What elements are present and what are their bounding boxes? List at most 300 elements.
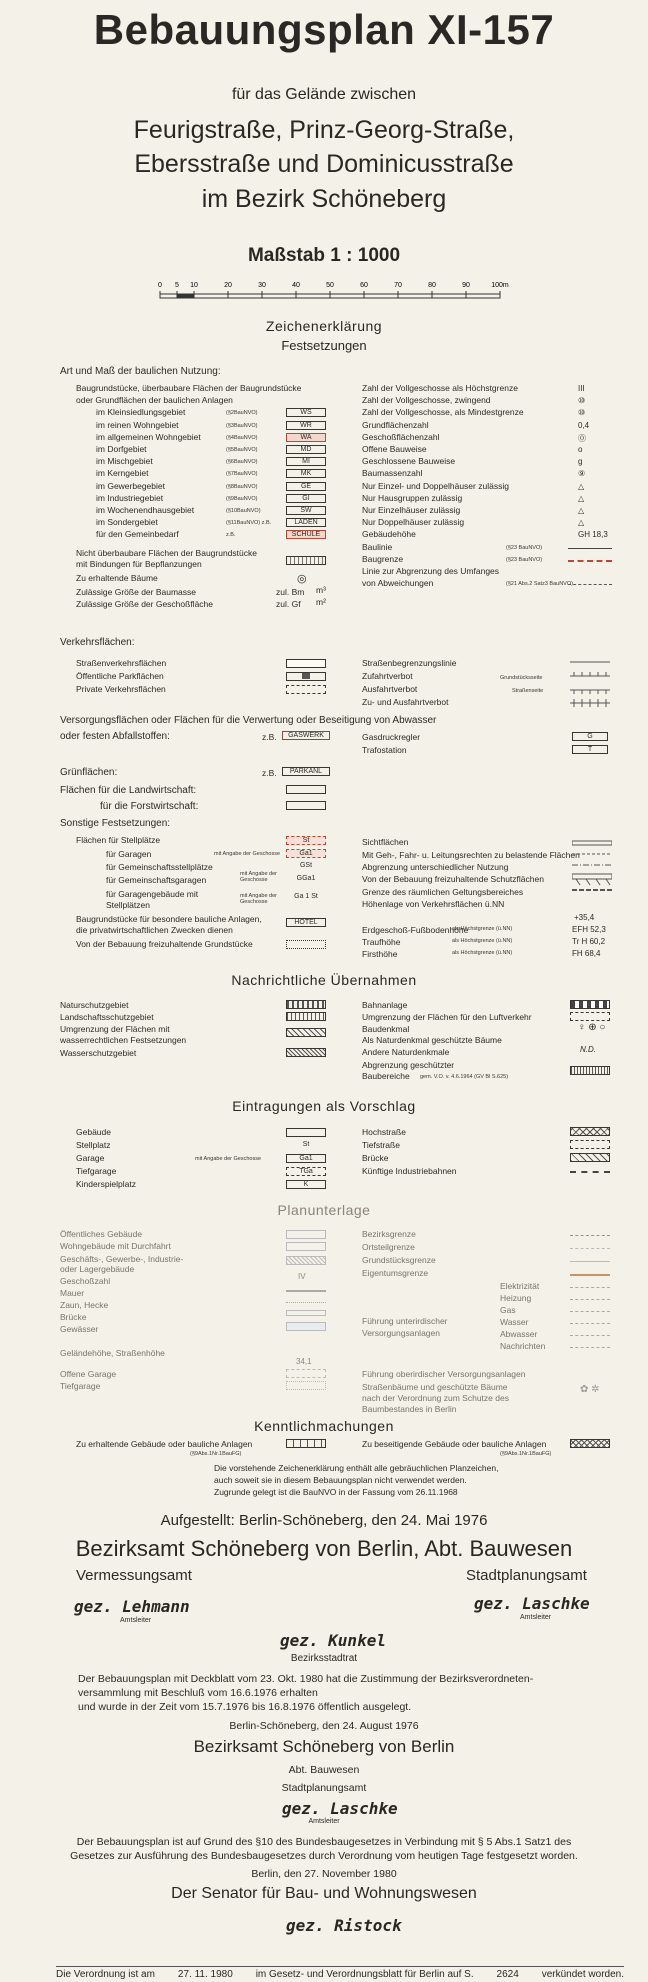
nn-note-0: als Höchstgrenze (ü.NN) [452, 926, 513, 932]
versorgung-line-5 [570, 1347, 610, 1348]
baudenkmal-icon: ♀ ⊕ ○ [578, 1022, 606, 1033]
nn-note-1: als Höchstgrenze (ü.NN) [452, 938, 513, 944]
verkehr-symbols [570, 656, 610, 710]
verkehr-right-3: Zu- und Ausfahrtverbot [362, 697, 449, 707]
stell-box-3: GGa1 [296, 875, 316, 882]
kenntlich-right: Zu beseitigende Gebäude oder bauliche Anlagen [362, 1439, 547, 1449]
vor-box-2: TGa [286, 1167, 326, 1176]
scale-tick-label-11: 100m [491, 282, 509, 289]
mass-label-0: Zahl der Vollgeschosse als Höchstgrenze [362, 383, 518, 393]
scale-tick-label-10: 90 [462, 282, 470, 289]
versorgung-5: Nachrichten [500, 1341, 546, 1351]
bezirksamt-bauwesen: Bezirksamt Schöneberg von Berlin, Abt. Bauwesen [75, 1536, 573, 1561]
stell-box-0: St [286, 836, 326, 845]
verordnung-text-a: Die Verordnung ist am [56, 1969, 155, 1980]
fuehrung-label-2: Versorgungsanlagen [362, 1328, 440, 1338]
vor-box-0: St [302, 1141, 310, 1148]
subtitle-line-2: Ebersstraße und Dominicusstraße [134, 150, 514, 178]
plan-right-1: Ortsteilgrenze [362, 1242, 415, 1252]
abt-bauwesen: Abt. Bauwesen [288, 1764, 360, 1776]
nutzung-label-10: im Wochenendhausgebiet [96, 505, 195, 515]
mass-label-6: Geschlossene Bauweise [362, 456, 456, 467]
verordnung-footer [56, 1966, 624, 1980]
gaswerk-zb: z.B. [262, 732, 277, 742]
plan-left-1: Wohngebäude mit Durchfahrt [60, 1241, 171, 1251]
plan-right-0: Bezirksgrenze [362, 1229, 416, 1239]
sonstige-right-1: Mit Geh-, Fahr- u. Leitungsrechten zu belastende Flächen [362, 850, 580, 860]
stell-label-5: Stellplätzen [106, 900, 150, 910]
verkehr-right-1: Zufahrtverbot [362, 671, 413, 681]
nutzung-ref-9: (§9BauNVO) [226, 495, 258, 502]
nutzung-ref-8: (§8BauNVO) [226, 483, 258, 490]
scale-bar [150, 276, 530, 306]
nach-right-6: Baubereiche [362, 1071, 410, 1081]
mass-symbol-0: III [578, 384, 585, 393]
nutzung-box-5: MD [286, 445, 326, 454]
gruen-heading: Grünflächen: [60, 767, 118, 778]
mass-symbol-9: △ [578, 493, 585, 503]
freihalt-swatch [286, 940, 326, 949]
nutzung-ref-4: (§4BauNVO) [226, 434, 258, 441]
nutzung-label-11: im Sondergebiet [96, 517, 158, 528]
private-verkehr-swatch [286, 685, 326, 694]
scale-tick-label-3: 20 [224, 282, 232, 289]
luftverkehr-symbol [570, 1012, 610, 1021]
freihalt-label: Von der Bebauung freizuhaltende Grundstücke [76, 939, 253, 949]
stell-label-0: Flächen für Stellplätze [76, 835, 161, 845]
nach-right-1: Umgrenzung der Flächen für den Luftverkehr [362, 1012, 532, 1022]
nach-right-5: Abgrenzung geschützter [362, 1060, 455, 1070]
kenntlich-title: Kenntlichmachungen [254, 1418, 394, 1434]
verkehr-right-2: Ausfahrtverbot [362, 684, 418, 694]
verkehr-left-0: Straßenverkehrsflächen [76, 658, 167, 668]
gf-value: zul. Gf [276, 599, 301, 609]
baumasse-unit: m³ [316, 585, 326, 595]
nach-left-0: Naturschutzgebiet [60, 1000, 129, 1010]
stell-label-1: für Garagen [106, 849, 152, 859]
stell-label-3: für Gemeinschaftsgaragen [106, 875, 207, 885]
nutzung-label-1: oder Grundflächen der baulichen Anlagen [76, 395, 233, 406]
mass-label-11: Nur Doppelhäuser zulässig [362, 517, 465, 528]
sonstige-symbols [572, 838, 612, 910]
strassenseite-label: Straßenseite [512, 688, 544, 694]
mass-label-5: Offene Bauweise [362, 444, 427, 454]
nach-right-4: Andere Naturdenkmale [362, 1047, 450, 1057]
nutzung-box-6: MI [286, 457, 326, 466]
nutzung-box-4: WA [286, 433, 326, 442]
trafostation-symbol: T [572, 745, 608, 754]
nutzung-label-9: im Industriegebiet [96, 492, 164, 503]
stell-note-1: mit Angabe der Geschosse [240, 871, 277, 883]
mass-symbol-7: ⑨ [578, 469, 586, 479]
versorgung-0: Elektrizität [500, 1281, 540, 1291]
scale-tick-label-0: 0 [158, 282, 162, 289]
kenntlich-left: Zu erhaltende Gebäude oder bauliche Anlagen [76, 1439, 253, 1449]
signature-lehmann: gez. Lehmann [74, 1597, 190, 1616]
wohngebaeude-swatch [286, 1242, 326, 1251]
nutzung-ref-11: (§11BauNVO) z.B. [226, 520, 272, 527]
bruecke-plan-symbol [286, 1310, 326, 1316]
parkanl-zb: z.B. [262, 768, 277, 778]
nach-right-0: Bahnanlage [362, 1000, 408, 1010]
vor-right-0: Hochstraße [362, 1127, 406, 1137]
signature-laschke-2: gez. Laschke [282, 1799, 398, 1818]
hoehe-1: EFH 52,3 [572, 925, 606, 934]
scale-tick-label-6: 50 [326, 282, 334, 289]
hoehe-3: FH 68,4 [572, 949, 601, 958]
vor-right-2: Brücke [362, 1153, 389, 1163]
scale-tick-label-1: 5 [175, 282, 179, 289]
mauer-symbol [286, 1290, 326, 1292]
plan-left-10: Offene Garage [60, 1369, 117, 1379]
plan-left-5: Mauer [60, 1288, 85, 1298]
landwirt-label: Flächen für die Landwirtschaft: [60, 785, 197, 796]
nutzung-label-3: im reinen Wohngebiet [96, 419, 179, 430]
scale-tick-label-9: 80 [428, 282, 436, 289]
versorgung-heading-1: Versorgungsflächen oder Flächen für die Verwertung oder Beseitigung von Abwasser [60, 715, 437, 726]
parkanl-box: PARKANL [282, 767, 330, 776]
mass-label-16: von Abweichungen [362, 578, 434, 589]
nutzung-label-8: im Gewerbegebiet [96, 480, 165, 491]
nutzung-ref-3: (§3BauNVO) [226, 422, 258, 429]
stell-box-1: Ga1 [286, 849, 326, 858]
baubereiche-ref: gem. V.O. v. 4.6.1964 (GV Bl S.625) [420, 1074, 509, 1080]
oeff-gebaeude-swatch [286, 1230, 326, 1239]
nutzung-label-5: im Dorfgebiet [96, 444, 147, 454]
plan-right-2: Grundstücksgrenze [362, 1255, 436, 1265]
datum-august: Berlin-Schöneberg, den 24. August 1976 [229, 1720, 419, 1732]
scale-tick-label-2: 10 [190, 282, 198, 289]
vor-left-4: Kinderspielplatz [76, 1179, 137, 1189]
nutzung-box-11: LADEN [286, 518, 326, 527]
hotel-box: HOTEL [286, 918, 326, 927]
beseitigen-swatch [570, 1439, 610, 1448]
mass-symbol-1: ⑩ [578, 396, 586, 406]
nach-right-3: Als Naturdenkmal geschützte Bäume [362, 1035, 502, 1045]
geschosszahl-symbol: IV [298, 1272, 306, 1281]
mass-label-12: Gebäudehöhe [362, 529, 416, 540]
vor-box-1: Ga1 [286, 1154, 326, 1163]
senator: Der Senator für Bau- und Wohnungswesen [171, 1885, 477, 1902]
amtsleiter-laschke: Amtsleiter [520, 1614, 552, 1621]
versorgung-heading-2: oder festen Abfallstoffen: [60, 731, 170, 742]
bezirksamt-2: Bezirksamt Schöneberg von Berlin [193, 1737, 455, 1756]
nutzung-label-7: im Kerngebiet [96, 468, 149, 479]
wasser-swatch [286, 1028, 326, 1037]
verkehr-right-0: Straßenbegrenzungslinie [362, 658, 457, 668]
gelaendehoehe-symbol: 34,1 [296, 1357, 312, 1366]
datum-november: Berlin, den 27. November 1980 [251, 1868, 397, 1880]
mass-label-13: Baulinie [362, 541, 393, 552]
scale-tick-label-8: 70 [394, 282, 402, 289]
tiefgarage-symbol [286, 1381, 326, 1390]
nutzung-label-4: im allgemeinen Wohngebiet [96, 431, 201, 442]
erhalten-swatch [286, 1439, 326, 1448]
mass-label-14: Baugrenze [362, 553, 404, 564]
baubereiche-symbol [570, 1066, 610, 1075]
sonstige-right-6: Erdgeschoß-Fußbodenhöhe [362, 925, 469, 935]
nutzung-label-2: im Kleinsiedlungsgebiet [96, 407, 186, 418]
mass-symbol-8: △ [578, 481, 585, 491]
scale-tick-label-7: 60 [360, 282, 368, 289]
bezirksstadtrat: Bezirksstadtrat [290, 1653, 358, 1664]
plan-left-0: Öffentliches Gebäude [60, 1229, 143, 1239]
nutzung-box-10: SW [286, 506, 326, 515]
tree-icon: ◎ [297, 573, 307, 585]
subtitle-line-1: Feurigstraße, Prinz-Georg-Straße, [133, 116, 515, 144]
nutzung-box-3: WR [286, 421, 326, 430]
nicht-ueberbaubar-label: Nicht überbaubare Flächen der Baugrundstücke [76, 548, 257, 558]
nach-left-4: Wasserschutzgebiet [60, 1048, 137, 1058]
versorgung-line-0 [570, 1287, 610, 1288]
baumasse-label: Zulässige Größe der Baumasse [76, 587, 196, 597]
nn-note-2: als Höchstgrenze (ü.NN) [452, 950, 513, 956]
tiefstrasse-symbol [570, 1140, 610, 1149]
landwirt-swatch [286, 785, 326, 794]
stell-box-4: Ga 1 St [294, 893, 318, 900]
art-mass-heading: Art und Maß der baulichen Nutzung: [60, 366, 221, 377]
nutzung-label-6: im Mischgebiet [96, 456, 153, 467]
nutzung-box-9: GI [286, 494, 326, 503]
trafostation-label: Trafostation [362, 745, 407, 755]
aufgestellt: Aufgestellt: Berlin-Schöneberg, den 24. Mai 1976 [160, 1512, 488, 1529]
hoehe-2: Tr H 60,2 [572, 937, 606, 946]
baeume-label: Zu erhaltende Bäume [76, 573, 158, 583]
plan-left-3: oder Lagergebäude [60, 1264, 135, 1274]
versorgung-2: Gas [500, 1305, 516, 1315]
verordnung-page: 2624 [496, 1969, 519, 1980]
legend-title: Zeichenerklärung [265, 318, 383, 334]
scale-tick-label-4: 30 [258, 282, 266, 289]
plan-left-9: Geländehöhe, Straßenhöhe [60, 1348, 165, 1358]
plan-left-7: Brücke [60, 1312, 87, 1322]
plan-left-4: Geschoßzahl [60, 1276, 111, 1286]
mass-label-3: Grundflächenzahl [362, 419, 429, 430]
kenntlich-right-ref: (§9Abs.1Nr.1BauFG) [500, 1451, 552, 1457]
vor-gebaeude-box [286, 1128, 326, 1137]
para1-line-2: versammlung mit Beschluß vom 16.6.1976 erhalten [78, 1687, 318, 1699]
sonstige-right-8: Firsthöhe [362, 949, 398, 959]
vermessungsamt: Vermessungsamt [76, 1567, 192, 1584]
gf-label: Zulässige Größe der Geschoßfläche [76, 599, 214, 609]
nach-right-2: Baudenkmal [362, 1024, 410, 1034]
mass-line-13 [568, 548, 612, 549]
nutzung-label-0: Baugrundstücke, überbaubare Flächen der Baugrundstücke [76, 383, 302, 393]
nutzung-box-7: MK [286, 469, 326, 478]
gewaesser-symbol [286, 1322, 326, 1331]
hotel-line-0: Baugrundstücke für besondere bauliche Anlagen, [76, 914, 262, 924]
zaun-symbol [286, 1302, 326, 1303]
amtsleiter-lehmann: Amtsleiter [120, 1617, 152, 1624]
nach-left-1: Landschaftsschutzgebiet [60, 1012, 154, 1022]
mass-symbol-4: ⓪ [578, 433, 586, 443]
nutzung-box-8: GE [286, 482, 326, 491]
plan-left-6: Zaun, Hecke [60, 1300, 109, 1310]
nutzung-ref-5: (§5BauNVO) [226, 447, 258, 453]
stell-label-2: für Gemeinschaftsstellplätze [106, 862, 213, 872]
verkehr-left-2: Private Verkehrsflächen [76, 684, 166, 694]
mass-label-8: Nur Einzel- und Doppelhäuser zulässig [362, 480, 509, 491]
gasdruckregler-symbol: G [572, 732, 608, 741]
bepflanzung-label: mit Bindungen für Bepflanzungen [76, 559, 202, 569]
nutzung-ref-12: z.B. [226, 532, 236, 539]
versorgung-1: Heizung [500, 1293, 532, 1303]
plan-left-2: Geschäfts-, Gewerbe-, Industrie- [60, 1254, 184, 1264]
versorgung-3: Wasser [500, 1317, 529, 1327]
planunterlage-title: Planunterlage [277, 1202, 371, 1218]
mass-ref-16: (§21 Abs.2 Satz3 BauNVO) [506, 581, 573, 588]
plan-title: Bebauungsplan XI-157 [93, 6, 555, 53]
vor-right-3: Künftige Industriebahnen [362, 1166, 457, 1176]
subtitle-district: im Bezirk Schöneberg [201, 185, 447, 213]
kenntlich-note-3: Zugrunde gelegt ist die BauNVO in der Fassung vom 26.11.1968 [214, 1487, 458, 1497]
gewerbe-swatch [286, 1256, 326, 1265]
vor-box-3: K [286, 1180, 326, 1189]
nutzung-ref-10: (§10BauNVO) [226, 508, 261, 514]
signature-laschke: gez. Laschke [474, 1594, 590, 1613]
kenntlich-left-ref: (§9Abs.1Nr.1BauFG) [190, 1451, 242, 1457]
eigentumsgrenze-line [570, 1274, 610, 1276]
mass-line-14 [568, 560, 612, 562]
mass-label-15: Linie zur Abgrenzung des Umfanges [362, 566, 500, 576]
nutzung-box-12: SCHULE [286, 530, 326, 539]
gaswerk-box: GASWERK [282, 731, 330, 740]
strassen-swatch [286, 659, 326, 668]
hotel-line-1: die privatwirtschaftlichen Zwecken dienen [76, 925, 233, 935]
mass-symbol-12: GH 18,3 [578, 530, 608, 540]
vorschlag-title: Eintragungen als Vorschlag [232, 1098, 416, 1114]
gasdruckregler-label: Gasdruckregler [362, 732, 421, 742]
mass-label-4: Geschoßflächenzahl [362, 431, 440, 442]
mass-line-16 [568, 584, 612, 585]
verkehr-left-1: Öffentliche Parkflächen [76, 671, 164, 681]
nach-left-2: Umgrenzung der Flächen mit [60, 1024, 170, 1034]
gf-unit: m² [316, 597, 326, 607]
verordnung-date: 27. 11. 1980 [177, 1969, 233, 1980]
sonstige-right-5: Höhenlage von Verkehrsflächen ü.NN [362, 899, 505, 909]
vor-right-1: Tiefstraße [362, 1140, 400, 1150]
subtitle-intro: für das Gelände zwischen [231, 86, 417, 103]
sonstige-heading: Sonstige Festsetzungen: [60, 818, 171, 829]
fuehrung-label-1: Führung unterirdischer [362, 1316, 448, 1326]
hochstrasse-symbol [570, 1127, 610, 1136]
bezirksgrenze-line [570, 1235, 610, 1236]
sonstige-right-3: Von der Bebauung freizuhaltende Schutzflächen [362, 874, 544, 884]
mass-symbol-2: ⑩ [578, 408, 586, 418]
baumasse-value: zul. Bm [276, 587, 305, 597]
grundstuecksgrenze-line [570, 1261, 610, 1262]
baeume-line-0: Straßenbäume und geschützte Bäume [362, 1382, 508, 1392]
mass-label-10: Nur Einzelhäuser zulässig [362, 505, 461, 515]
vor-left-3: Tiefgarage [76, 1166, 117, 1176]
versorgung-line-4 [570, 1335, 610, 1336]
para2-line-1: Der Bebauungsplan ist auf Grund des §10 des Bundesbaugesetzes in Verbindung mit § 5 Abs.1 Satz1 des [76, 1836, 572, 1848]
mass-ref-14: (§23 BauNVO) [506, 556, 543, 563]
nutzung-ref-6: (§6BauNVO) [226, 459, 258, 466]
mass-symbol-10: △ [578, 506, 585, 515]
nutzung-ref-2: (§2BauNVO) [226, 410, 258, 417]
festsetzungen-title: Festsetzungen [281, 338, 367, 353]
mass-label-1: Zahl der Vollgeschosse, zwingend [362, 395, 491, 406]
offene-garage-symbol [286, 1369, 326, 1378]
bepflanzung-swatch [286, 556, 326, 565]
stell-note-2: mit Angabe der Geschosse [240, 893, 277, 905]
nutzung-ref-7: (§7BauNVO) [226, 471, 258, 478]
para1-line-1: Der Bebauungsplan mit Deckblatt vom 23. Okt. 1980 hat die Zustimmung der Bezirksverordneten- [78, 1673, 534, 1685]
mass-label-2: Zahl der Vollgeschosse, als Mindestgrenze [362, 407, 524, 418]
plan-left-8: Gewässer [60, 1324, 99, 1334]
ortsteilgrenze-line [570, 1248, 610, 1249]
forst-swatch [286, 801, 326, 810]
versorgung-line-2 [570, 1311, 610, 1312]
mass-symbol-3: 0,4 [578, 420, 590, 430]
mass-symbol-6: g [578, 457, 583, 467]
para2-line-2: Gesetzes zur Ausführung des Bundesbaugesetzes durch Verordnung vom heutigen Tage festgesetzt worden. [70, 1850, 578, 1862]
baeume-line-1: nach der Verordnung zum Schutze des [362, 1393, 509, 1403]
mass-symbol-11: △ [578, 518, 585, 528]
verordnung-text-c: verkündet worden. [541, 1969, 624, 1980]
oberirdisch-label: Führung oberirdischer Versorgungsanlagen [362, 1369, 526, 1379]
mass-symbol-5: o [578, 445, 583, 454]
stell-box-2: GSt [299, 862, 313, 869]
plan-left-11: Tiefgarage [60, 1381, 101, 1391]
baeume-line-2: Baumbestandes in Berlin [362, 1404, 457, 1414]
bahn-symbol [570, 1000, 610, 1009]
hoehe-0: +35,4 [574, 913, 595, 922]
versorgung-line-3 [570, 1323, 610, 1324]
baum-icon: ✿ ✲ [580, 1384, 600, 1395]
vor-left-1: Stellplatz [76, 1140, 111, 1150]
forst-label: für die Forstwirtschaft: [100, 801, 199, 812]
amtsleiter-2: Amtsleiter [308, 1818, 340, 1825]
kenntlich-note-2: auch soweit sie in diesem Bebauungsplan nicht verwendet werden. [214, 1475, 467, 1485]
sonstige-right-2: Abgrenzung unterschiedlicher Nutzung [362, 862, 509, 872]
versorgung-line-1 [570, 1299, 610, 1300]
stadtplanungsamt: Stadtplanungsamt [466, 1567, 587, 1584]
mass-label-7: Baumassenzahl [362, 468, 423, 479]
kenntlich-note-1: Die vorstehende Zeichenerklärung enthält alle gebräuchlichen Planzeichen, [214, 1463, 499, 1473]
scale-title: Maßstab 1 : 1000 [247, 245, 401, 266]
parkflaechen-swatch [286, 672, 326, 681]
vor-left-2: Garage [76, 1153, 105, 1163]
verkehr-heading: Verkehrsflächen: [60, 637, 135, 648]
sonstige-right-4: Grenze des räumlichen Geltungsbereiches [362, 887, 524, 897]
nachrichtlich-title: Nachrichtliche Übernahmen [231, 972, 417, 988]
versorgung-4: Abwasser [500, 1329, 538, 1339]
mass-ref-13: (§23 BauNVO) [506, 544, 543, 551]
stell-label-4: für Garagengebäude mit [106, 889, 199, 899]
industriebahn-symbol [570, 1171, 610, 1173]
para1-line-3: und wurde in der Zeit vom 15.7.1976 bis 16.8.1976 öffentlich ausgelegt. [78, 1701, 412, 1713]
bruecke-symbol [570, 1153, 610, 1162]
verordnung-text-b: im Gesetz- und Verordnungsblatt für Berlin auf S. [255, 1969, 474, 1980]
vor-note: mit Angabe der Geschosse [195, 1156, 262, 1162]
mass-label-9: Nur Hausgruppen zulässig [362, 492, 463, 503]
wasserschutz-swatch [286, 1048, 326, 1057]
vor-left-0: Gebäude [76, 1127, 111, 1137]
sonstige-right-7: Traufhöhe [362, 937, 401, 947]
nutzung-box-2: WS [286, 408, 326, 417]
scale-tick-label-5: 40 [292, 282, 300, 289]
landschaftsschutz-swatch [286, 1012, 326, 1021]
stell-note-0: mit Angabe der Geschosse [214, 851, 281, 857]
plan-right-3: Eigentumsgrenze [362, 1268, 429, 1278]
nd-label: N.D. [580, 1045, 596, 1054]
signature-ristock: gez. Ristock [286, 1916, 402, 1935]
nutzung-label-12: für den Gemeinbedarf [96, 529, 179, 540]
nach-left-3: wasserrechtlichen Festsetzungen [60, 1035, 187, 1045]
naturschutz-swatch [286, 1000, 326, 1009]
